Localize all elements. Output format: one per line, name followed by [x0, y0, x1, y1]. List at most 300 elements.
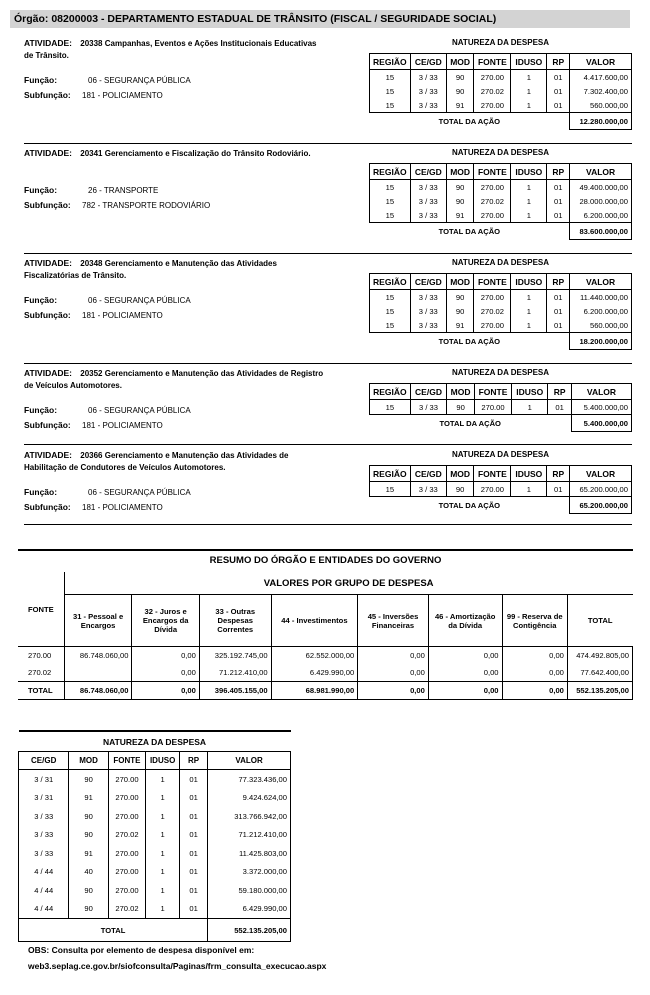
total-acao-value: 83.600.000,00 — [570, 223, 632, 240]
funcao-block — [24, 183, 210, 213]
total-row — [370, 223, 632, 240]
table-cell: 1 — [511, 98, 547, 113]
table-cell: 3 / 33 — [410, 208, 446, 223]
atividade-desc: Campanhas, Eventos e Ações Institucionais Educativas de Trânsito. — [24, 39, 317, 60]
table-cell: 560.000,00 — [570, 98, 632, 113]
natureza-summary-cell: 3 / 33 — [19, 826, 69, 845]
natureza-summary-cell: 4 / 44 — [19, 900, 69, 919]
natureza-summary-row — [19, 770, 291, 789]
natureza-summary-cell: 59.180.000,00 — [208, 881, 291, 900]
resumo-col-header: 99 - Reserva de Contigência — [502, 595, 567, 647]
col-header: VALOR — [570, 466, 632, 482]
natureza-summary-cell: 77.323.436,00 — [208, 770, 291, 789]
table-cell: 91 — [446, 208, 473, 223]
natureza-summary-cell: 01 — [180, 826, 208, 845]
table-cell: 6.200.000,00 — [570, 304, 632, 318]
natureza-summary-cell: 01 — [180, 789, 208, 808]
natureza-summary-row — [19, 900, 291, 919]
atividade-code: 20366 — [80, 451, 103, 460]
atividade-title — [24, 449, 324, 474]
natureza-summary-title: NATUREZA DA DESPESA — [19, 731, 291, 752]
natureza-summary-cell: 90 — [69, 826, 108, 845]
table-cell: 1 — [511, 482, 547, 497]
natureza-summary-row — [19, 807, 291, 826]
col-header: IDUSO — [511, 274, 547, 290]
natureza-header: NATUREZA DA DESPESA — [451, 258, 550, 267]
table-cell: 6.200.000,00 — [570, 208, 632, 223]
atividade-desc: Gerenciamento e Manutenção das Atividades de Habilitação de Condutores de Veículos Automotores. — [24, 451, 289, 472]
total-acao-value: 5.400.000,00 — [571, 415, 631, 432]
col-header: CE/GD — [410, 384, 447, 400]
natureza-summary-cell: 91 — [69, 789, 108, 808]
total-acao-label: TOTAL DA AÇÃO — [438, 226, 501, 236]
funcao-label: Função: — [24, 185, 58, 195]
table-cell: 01 — [547, 482, 570, 497]
natureza-summary-cell: 90 — [69, 881, 108, 900]
table-cell: 270.00 — [474, 482, 511, 497]
section-divider — [24, 524, 632, 525]
col-header: IDUSO — [511, 466, 547, 482]
atividade-title — [24, 147, 324, 160]
atividade-title — [24, 367, 324, 392]
resumo-cell: 68.981.990,00 — [271, 682, 358, 700]
resumo-title: RESUMO DO ÓRGÃO E ENTIDADES DO GOVERNO — [18, 549, 633, 566]
natureza-summary-total-row — [19, 919, 291, 942]
funcao-label: Função: — [24, 75, 58, 85]
table-cell: 1 — [511, 84, 547, 98]
resumo-col-header: 46 - Amortização da Dívida — [428, 595, 502, 647]
total-acao-value: 18.200.000,00 — [570, 333, 632, 350]
table-cell: 270.00 — [474, 290, 511, 305]
col-header: VALOR — [570, 274, 632, 290]
natureza-summary-cell: 1 — [146, 770, 180, 789]
resumo-cell: 0,00 — [132, 664, 199, 682]
natureza-summary-cell: 1 — [146, 881, 180, 900]
table-cell: 11.440.000,00 — [570, 290, 632, 305]
resumo-table — [18, 572, 633, 700]
resumo-cell: 86.748.060,00 — [64, 647, 132, 665]
natureza-summary-cell: 01 — [180, 881, 208, 900]
atividade-desc: Gerenciamento e Fiscalização do Trânsito Rodoviário. — [104, 149, 311, 158]
resumo-col-header: 32 - Juros e Encargos da Dívida — [132, 595, 199, 647]
natureza-summary-cell: 01 — [180, 844, 208, 863]
resumo-cell: 0,00 — [428, 682, 502, 700]
col-header: FONTE — [474, 384, 511, 400]
atividade-code: 20348 — [80, 259, 103, 268]
natureza-summary-cell: 01 — [180, 900, 208, 919]
table-cell: 1 — [511, 180, 547, 195]
col-header: FONTE — [474, 466, 511, 482]
subfuncao-label: Subfunção: — [24, 420, 71, 430]
col-header: CE/GD — [410, 274, 446, 290]
col-header: CE/GD — [410, 54, 446, 70]
col-header: REGIÃO — [370, 466, 411, 482]
resumo-cell: 0,00 — [428, 647, 502, 665]
table-cell: 270.00 — [474, 400, 511, 415]
table-cell: 15 — [370, 482, 411, 497]
table-cell: 90 — [446, 290, 473, 305]
natureza-header: NATUREZA DA DESPESA — [451, 148, 550, 157]
valores-header: VALORES POR GRUPO DE DESPESA — [64, 572, 632, 595]
natureza-summary-cell: 3 / 33 — [19, 844, 69, 863]
table-cell: 90 — [446, 304, 473, 318]
table-cell: 270.00 — [474, 318, 511, 333]
table-cell: 270.00 — [474, 208, 511, 223]
table-row — [370, 194, 632, 208]
table-row — [370, 98, 632, 113]
natureza-summary-row — [19, 789, 291, 808]
natureza-summary-row — [19, 863, 291, 882]
table-cell: 90 — [446, 84, 473, 98]
resumo-col-header: TOTAL — [587, 616, 613, 625]
col-header: VALOR — [570, 54, 632, 70]
table-row — [370, 70, 632, 85]
subfuncao-label: Subfunção: — [24, 502, 71, 512]
col-header: FONTE — [474, 164, 511, 180]
table-cell: 5.400.000,00 — [571, 400, 631, 415]
table-cell: 270.02 — [474, 84, 511, 98]
table-cell: 15 — [370, 304, 411, 318]
table-cell: 560.000,00 — [570, 318, 632, 333]
col-header: MOD — [446, 164, 473, 180]
table-cell: 15 — [370, 98, 411, 113]
table-cell: 3 / 33 — [410, 304, 446, 318]
natureza-summary-cell: 270.00 — [108, 863, 145, 882]
table-cell: 1 — [511, 290, 547, 305]
table-cell: 270.02 — [474, 304, 511, 318]
natureza-header: NATUREZA DA DESPESA — [451, 368, 550, 377]
natureza-table — [369, 53, 632, 130]
natureza-summary-cell: 91 — [69, 844, 108, 863]
table-cell: 65.200.000,00 — [570, 482, 632, 497]
subfuncao-label: Subfunção: — [24, 200, 71, 210]
resumo-cell: 0,00 — [358, 647, 429, 665]
resumo-cell: 0,00 — [132, 682, 199, 700]
subfuncao-value: 782 - TRANSPORTE RODOVIÁRIO — [82, 201, 211, 210]
col-header: MOD — [446, 54, 473, 70]
col-header: RP — [547, 466, 570, 482]
atividade-desc: Gerenciamento e Manutenção das Atividades Fiscalizatórias de Trânsito. — [24, 259, 277, 280]
table-cell: 7.302.400,00 — [570, 84, 632, 98]
natureza-table — [369, 273, 632, 350]
resumo-cell — [64, 664, 132, 682]
natureza-header: NATUREZA DA DESPESA — [451, 38, 550, 47]
table-cell: 3 / 33 — [410, 84, 446, 98]
table-cell: 90 — [446, 194, 473, 208]
total-acao-label: TOTAL DA AÇÃO — [438, 116, 501, 126]
fonte-header: FONTE — [18, 572, 64, 647]
natureza-summary-table — [18, 730, 291, 942]
section-divider — [24, 143, 632, 144]
resumo-cell: 474.492.805,00 — [567, 647, 632, 665]
subfuncao-value: 181 - POLICIAMENTO — [82, 421, 163, 430]
col-header: RP — [547, 54, 570, 70]
table-cell: 90 — [447, 400, 474, 415]
col-header: REGIÃO — [370, 274, 411, 290]
table-cell: 01 — [547, 180, 570, 195]
natureza-summary-cell: 270.00 — [108, 807, 145, 826]
total-acao-label: TOTAL DA AÇÃO — [439, 418, 501, 428]
table-cell: 1 — [511, 318, 547, 333]
natureza-summary-cell: 4 / 44 — [19, 863, 69, 882]
natureza-summary-cell: 90 — [69, 770, 108, 789]
natureza-summary-row — [19, 844, 291, 863]
natureza-summary-cell: 1 — [146, 900, 180, 919]
natureza-summary-col-header: IDUSO — [146, 752, 180, 770]
resumo-cell: 0,00 — [132, 647, 199, 665]
col-header: CE/GD — [410, 164, 446, 180]
atividade-title — [24, 257, 324, 282]
table-cell: 15 — [370, 290, 411, 305]
funcao-block — [24, 293, 191, 323]
table-row — [370, 180, 632, 195]
table-cell: 3 / 33 — [410, 180, 446, 195]
total-row — [370, 415, 632, 432]
natureza-summary-cell: 01 — [180, 863, 208, 882]
table-cell: 90 — [446, 180, 473, 195]
resumo-cell: TOTAL — [18, 682, 64, 700]
col-header: FONTE — [474, 274, 511, 290]
natureza-summary-cell: 90 — [69, 807, 108, 826]
resumo-cell: 552.135.205,00 — [567, 682, 632, 700]
atividade-code: 20352 — [80, 369, 103, 378]
funcao-label: Função: — [24, 405, 58, 415]
table-row — [370, 304, 632, 318]
col-header: RP — [548, 384, 572, 400]
section-divider — [24, 444, 632, 445]
natureza-summary-cell: 270.02 — [108, 900, 145, 919]
atividade-label: ATIVIDADE: — [24, 368, 73, 378]
table-cell: 3 / 33 — [410, 290, 446, 305]
resumo-col-header: 33 - Outras Despesas Correntes — [199, 595, 271, 647]
col-header: FONTE — [474, 54, 511, 70]
natureza-summary-col-header: CE/GD — [19, 752, 69, 770]
table-cell: 3 / 33 — [410, 482, 446, 497]
natureza-summary-cell: 3 / 33 — [19, 807, 69, 826]
funcao-value: 06 - SEGURANÇA PÚBLICA — [88, 488, 191, 497]
funcao-value: 06 - SEGURANÇA PÚBLICA — [88, 406, 191, 415]
atividade-label: ATIVIDADE: — [24, 148, 73, 158]
table-cell: 91 — [446, 98, 473, 113]
table-cell: 90 — [446, 70, 473, 85]
natureza-header: NATUREZA DA DESPESA — [451, 450, 550, 459]
col-header: IDUSO — [511, 164, 547, 180]
table-cell: 3 / 33 — [410, 194, 446, 208]
natureza-summary-cell: 3 / 31 — [19, 770, 69, 789]
table-row — [370, 290, 632, 305]
col-header: MOD — [446, 274, 473, 290]
resumo-cell: 396.405.155,00 — [199, 682, 271, 700]
atividade-desc: Gerenciamento e Manutenção das Atividades de Registro de Veículos Automotores. — [24, 369, 324, 390]
total-row — [370, 113, 632, 130]
resumo-cell: 0,00 — [502, 664, 567, 682]
col-header: VALOR — [570, 164, 632, 180]
table-cell: 01 — [547, 208, 570, 223]
col-header: REGIÃO — [370, 164, 411, 180]
table-cell: 1 — [511, 70, 547, 85]
natureza-summary-cell: 71.212.410,00 — [208, 826, 291, 845]
resumo-cell: 0,00 — [358, 664, 429, 682]
natureza-summary-col-header: VALOR — [208, 752, 291, 770]
natureza-table — [369, 163, 632, 240]
natureza-summary-cell: 90 — [69, 900, 108, 919]
natureza-summary-cell: 1 — [146, 789, 180, 808]
natureza-summary-cell: 1 — [146, 826, 180, 845]
col-header: RP — [547, 274, 570, 290]
total-acao-value: 65.200.000,00 — [570, 497, 632, 514]
table-cell: 4.417.600,00 — [570, 70, 632, 85]
section-divider — [24, 363, 632, 364]
natureza-summary-col-header: FONTE — [108, 752, 145, 770]
subfuncao-value: 181 - POLICIAMENTO — [82, 91, 163, 100]
subfuncao-value: 181 - POLICIAMENTO — [82, 503, 163, 512]
resumo-cell: 0,00 — [502, 647, 567, 665]
table-cell: 01 — [547, 98, 570, 113]
col-header: IDUSO — [512, 384, 548, 400]
table-cell: 28.000.000,00 — [570, 194, 632, 208]
orgao-header: Órgão: 08200003 - DEPARTAMENTO ESTADUAL DE TRÂNSITO (FISCAL / SEGURIDADE SOCIAL) — [10, 10, 630, 28]
resumo-cell: 270.02 — [18, 664, 64, 682]
natureza-summary-cell: 3 / 31 — [19, 789, 69, 808]
table-cell: 49.400.000,00 — [570, 180, 632, 195]
table-cell: 15 — [370, 400, 411, 415]
table-cell: 01 — [547, 84, 570, 98]
resumo-cell: 71.212.410,00 — [199, 664, 271, 682]
natureza-summary-cell: 270.00 — [108, 770, 145, 789]
table-row — [370, 208, 632, 223]
table-cell: 3 / 33 — [410, 98, 446, 113]
resumo-cell: 0,00 — [502, 682, 567, 700]
obs-note — [28, 942, 326, 974]
natureza-summary-row — [19, 826, 291, 845]
natureza-summary-cell: 01 — [180, 770, 208, 789]
table-cell: 3 / 33 — [410, 70, 446, 85]
total-acao-label: TOTAL DA AÇÃO — [438, 336, 501, 346]
table-row — [370, 400, 632, 415]
table-cell: 01 — [547, 194, 570, 208]
natureza-summary-cell: 270.02 — [108, 826, 145, 845]
resumo-cell: 6.429.990,00 — [271, 664, 358, 682]
natureza-summary-cell: 1 — [146, 844, 180, 863]
table-cell: 1 — [511, 208, 547, 223]
atividade-title — [24, 37, 324, 62]
atividade-code: 20341 — [80, 149, 103, 158]
subfuncao-label: Subfunção: — [24, 310, 71, 320]
total-acao-value: 12.280.000,00 — [570, 113, 632, 130]
obs-line-2: web3.seplag.ce.gov.br/siofconsulta/Paginas/frm_consulta_execucao.aspx — [28, 961, 327, 971]
atividade-label: ATIVIDADE: — [24, 258, 73, 268]
natureza-table — [369, 383, 632, 432]
resumo-total-row — [18, 682, 633, 700]
funcao-block — [24, 485, 191, 515]
natureza-summary-total-value: 552.135.205,00 — [208, 919, 291, 942]
resumo-cell: 270.00 — [18, 647, 64, 665]
table-cell: 270.02 — [474, 194, 511, 208]
funcao-block — [24, 73, 191, 103]
natureza-table — [369, 465, 632, 514]
table-row — [370, 318, 632, 333]
atividade-label: ATIVIDADE: — [24, 38, 73, 48]
total-row — [370, 333, 632, 350]
natureza-summary-cell: 01 — [180, 807, 208, 826]
subfuncao-value: 181 - POLICIAMENTO — [82, 311, 163, 320]
col-header: CE/GD — [410, 466, 446, 482]
table-row — [370, 482, 632, 497]
col-header: RP — [547, 164, 570, 180]
natureza-summary-cell: 270.00 — [108, 844, 145, 863]
resumo-col-header: 31 - Pessoal e Encargos — [64, 595, 132, 647]
natureza-summary-cell: 4 / 44 — [19, 881, 69, 900]
table-cell: 15 — [370, 70, 411, 85]
table-cell: 91 — [446, 318, 473, 333]
funcao-label: Função: — [24, 487, 58, 497]
table-cell: 01 — [547, 318, 570, 333]
table-cell: 1 — [512, 400, 548, 415]
table-cell: 15 — [370, 208, 411, 223]
resumo-cell: 77.642.400,00 — [567, 664, 632, 682]
table-cell: 15 — [370, 84, 411, 98]
resumo-cell: 0,00 — [358, 682, 429, 700]
natureza-summary-cell: 9.424.624,00 — [208, 789, 291, 808]
natureza-summary-cell: 3.372.000,00 — [208, 863, 291, 882]
resumo-row — [18, 647, 633, 665]
table-cell: 270.00 — [474, 70, 511, 85]
funcao-block — [24, 403, 191, 433]
resumo-cell: 86.748.060,00 — [64, 682, 132, 700]
natureza-summary-cell: 11.425.803,00 — [208, 844, 291, 863]
natureza-summary-cell: 313.766.942,00 — [208, 807, 291, 826]
natureza-summary-cell: 270.00 — [108, 789, 145, 808]
natureza-summary-row — [19, 881, 291, 900]
table-cell: 01 — [548, 400, 572, 415]
natureza-summary-col-header: RP — [180, 752, 208, 770]
table-cell: 1 — [511, 304, 547, 318]
table-cell: 3 / 33 — [410, 400, 447, 415]
total-row — [370, 497, 632, 514]
col-header: MOD — [446, 466, 473, 482]
col-header: MOD — [447, 384, 474, 400]
table-cell: 1 — [511, 194, 547, 208]
table-cell: 01 — [547, 70, 570, 85]
col-header: REGIÃO — [370, 54, 411, 70]
table-row — [370, 84, 632, 98]
table-cell: 3 / 33 — [410, 318, 446, 333]
natureza-summary-col-header: MOD — [69, 752, 108, 770]
table-cell: 15 — [370, 318, 411, 333]
col-header: REGIÃO — [370, 384, 411, 400]
natureza-summary-cell: 270.00 — [108, 881, 145, 900]
obs-line-1: OBS: Consulta por elemento de despesa disponível em: — [28, 945, 255, 955]
table-cell: 90 — [446, 482, 473, 497]
atividade-code: 20338 — [80, 39, 103, 48]
natureza-summary-cell: 1 — [146, 863, 180, 882]
natureza-summary-cell: 1 — [146, 807, 180, 826]
natureza-summary-cell: 6.429.990,00 — [208, 900, 291, 919]
subfuncao-label: Subfunção: — [24, 90, 71, 100]
resumo-cell: 62.552.000,00 — [271, 647, 358, 665]
resumo-cell: 325.192.745,00 — [199, 647, 271, 665]
table-cell: 15 — [370, 180, 411, 195]
table-cell: 270.00 — [474, 98, 511, 113]
funcao-value: 06 - SEGURANÇA PÚBLICA — [88, 76, 191, 85]
funcao-value: 06 - SEGURANÇA PÚBLICA — [88, 296, 191, 305]
funcao-value: 26 - TRANSPORTE — [88, 186, 159, 195]
section-divider — [24, 253, 632, 254]
funcao-label: Função: — [24, 295, 58, 305]
col-header: VALOR — [571, 384, 631, 400]
table-cell: 01 — [547, 290, 570, 305]
natureza-summary-cell: 40 — [69, 863, 108, 882]
